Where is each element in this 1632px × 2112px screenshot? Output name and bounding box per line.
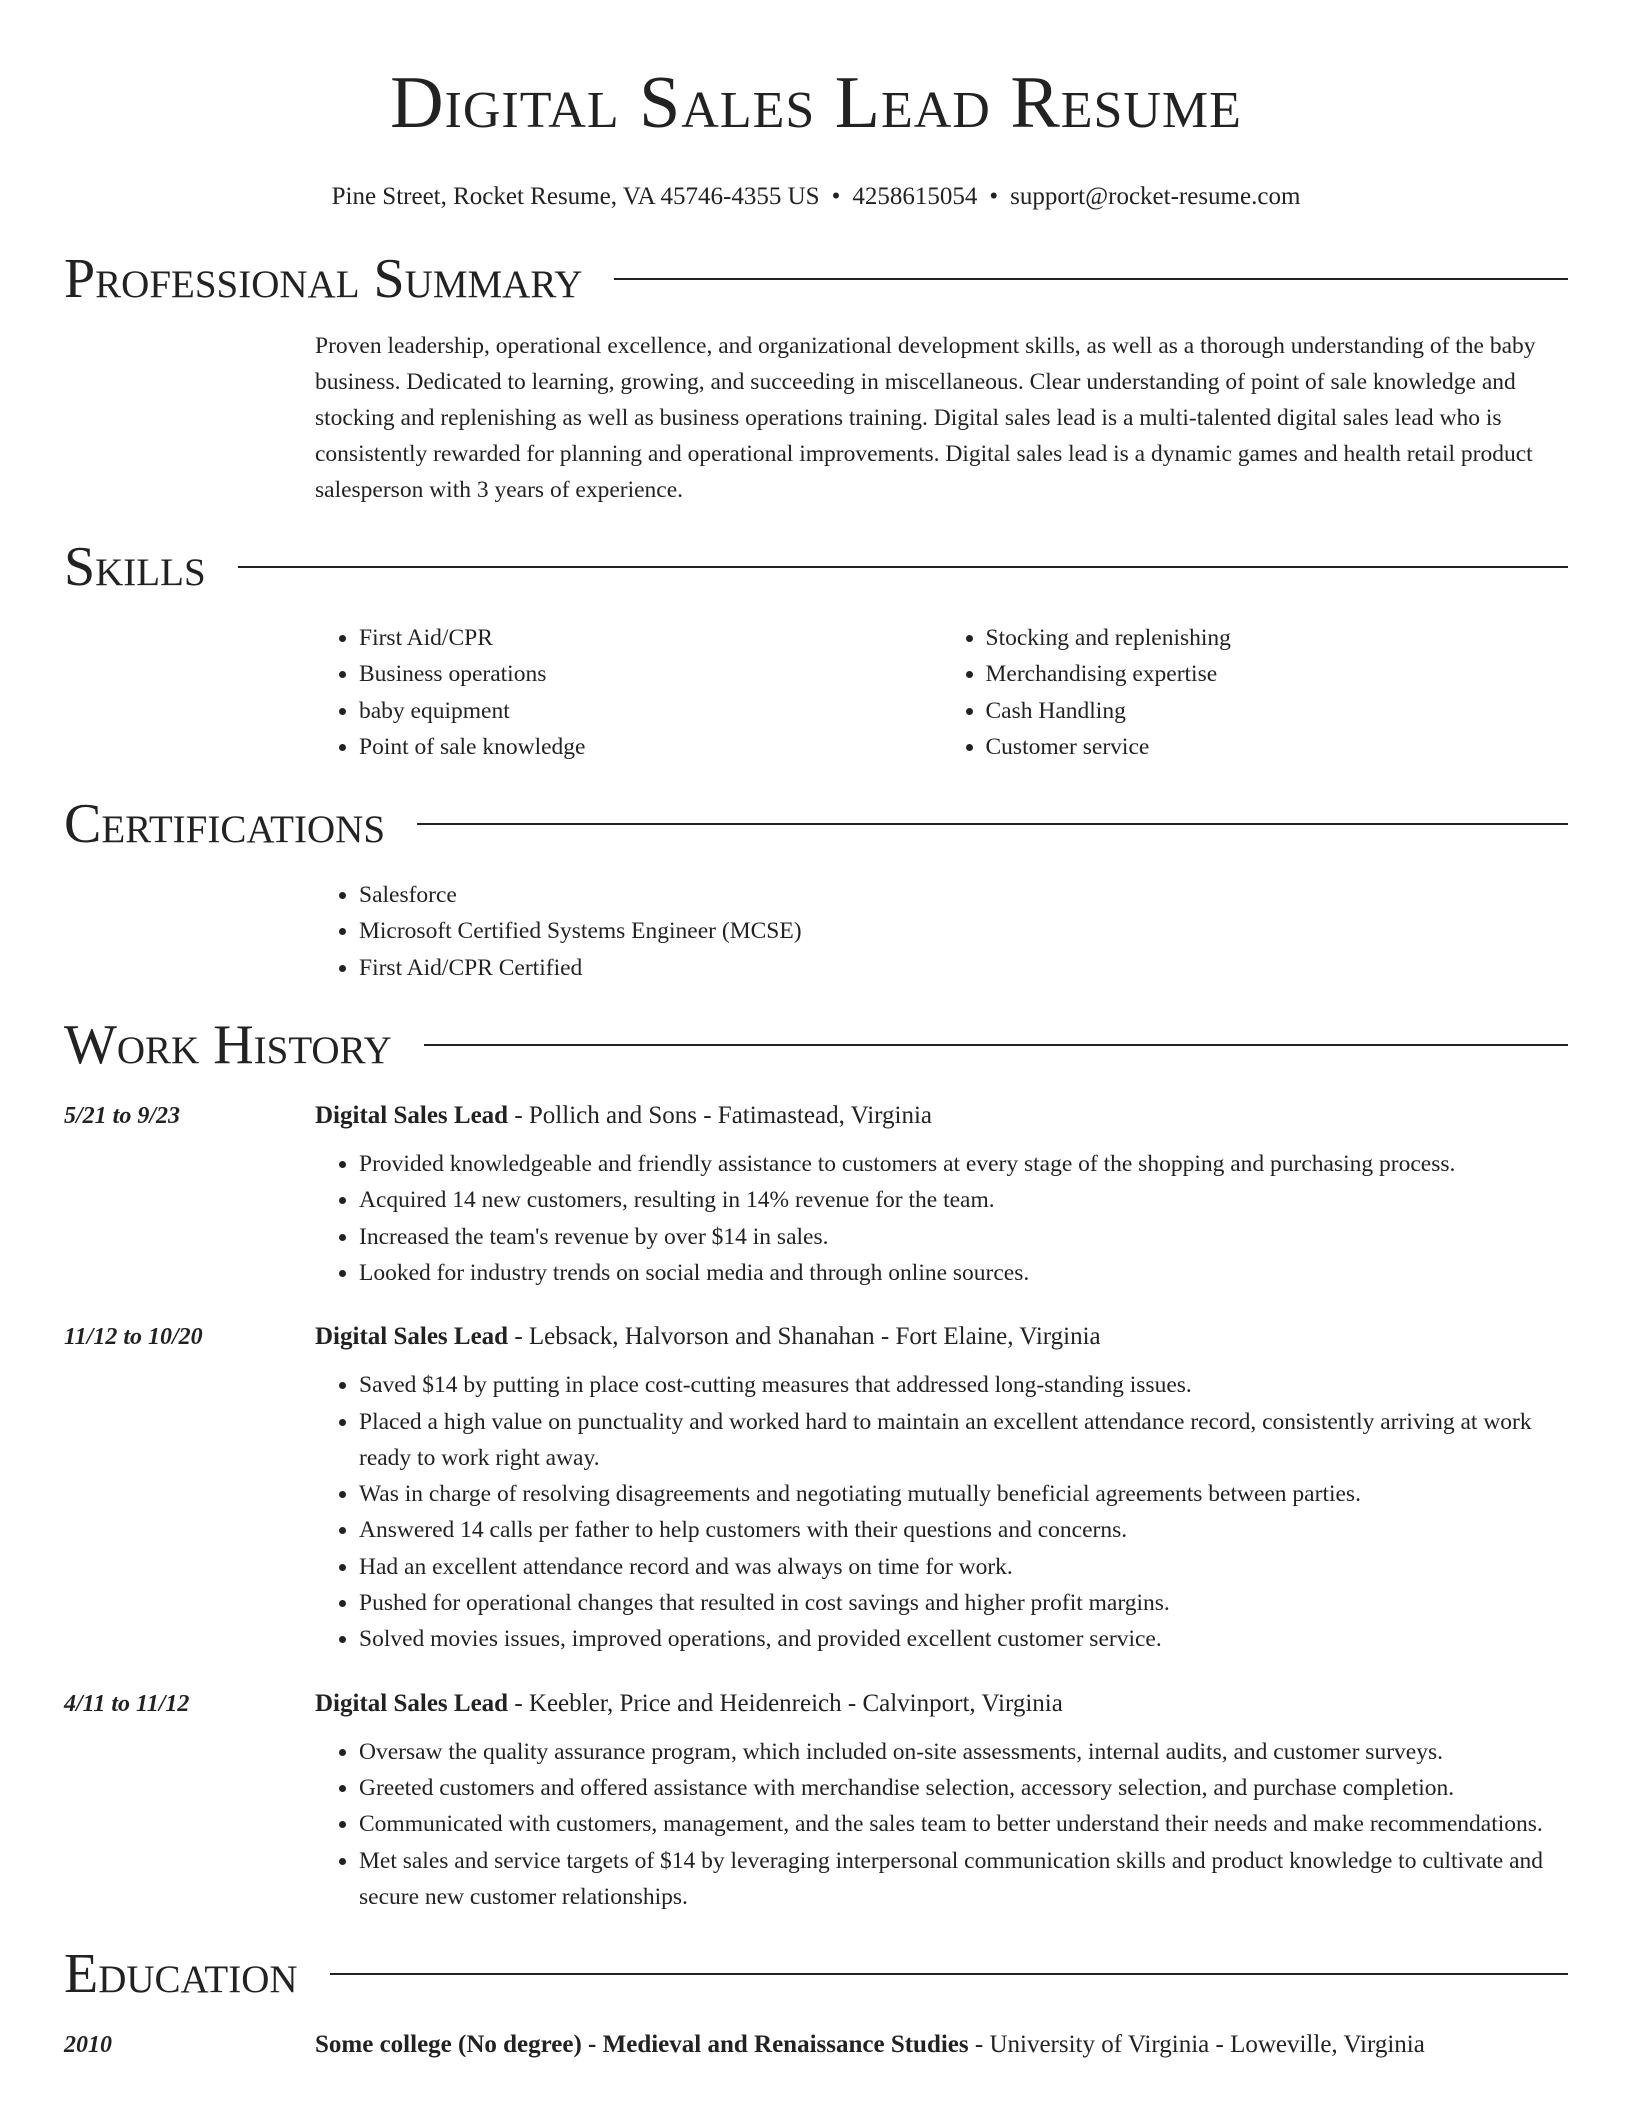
education-year: 2010 [64,2032,112,2059]
skills-left-column [315,620,942,765]
list-item: • Salesforce [359,877,1568,913]
list-item: • Met sales and service targets of $14 by leveraging interpersonal communication skills and product knowledge to cultivate and secure new customer relationships. [359,1843,1568,1916]
section-divider [417,823,1568,825]
list-item: • Solved movies issues, improved operations, and provided excellent customer service. [359,1621,1568,1657]
certifications-section [64,791,1568,986]
work-history-header [64,1012,1568,1078]
education-school: - University of Virginia - Loweville, Virginia [968,2031,1425,2059]
job-main [315,1096,1568,1291]
section-divider [330,1973,1568,1975]
list-item: • baby equipment [359,693,942,729]
list-item: • Provided knowledgeable and friendly assistance to customers at every stage of the shopping and purchasing process. [359,1146,1568,1182]
summary-text: Proven leadership, operational excellence, and organizational development skills, as well as a thorough understanding of the baby business. Dedicated to learning, growing, and succeeding in miscellaneous. Clear understanding of point of sale knowledge and stocking and replenishing as well as business operations training. Digital sales lead is a multi-talented digital sales lead who is consistently rewarded for planning and operational improvements. Digital sales lead is a dynamic games and health retail product salesperson with 3 years of experience. [315,333,1536,503]
job-employer: - Pollich and Sons - Fatimastead, Virginia [508,1102,933,1130]
job-heading [315,1096,1568,1136]
summary-heading: Professional Summary [64,248,583,310]
job-bullets [315,1734,1568,1915]
list-item: • Placed a high value on punctuality and worked hard to maintain an excellent attendance record, consistently arriving at work ready to work right away. [359,1404,1568,1477]
list-item: • Saved $14 by putting in place cost-cutting measures that addressed long-standing issues. [359,1367,1568,1403]
separator-dot: • [989,183,999,210]
contact-line [64,182,1568,212]
job-main [315,1317,1568,1657]
list-item: • Was in charge of resolving disagreements and negotiating mutually beneficial agreements between parties. [359,1476,1568,1512]
skills-right-column [942,620,1569,765]
job-bullets [315,1146,1568,1291]
separator-dot: • [831,183,841,210]
job-entry [64,1096,1568,1291]
job-main [315,1684,1568,1915]
job-entry [64,1317,1568,1657]
certifications-heading: Certifications [64,793,386,856]
list-item: • First Aid/CPR [359,620,942,656]
list-item: • Cash Handling [986,693,1569,729]
skills-section [64,534,1568,765]
certifications-header [64,791,1568,857]
email[interactable]: support@rocket-resume.com [1010,183,1301,210]
summary-section [64,246,1568,508]
job-title: Digital Sales Lead [315,1102,509,1130]
list-item: • Stocking and replenishing [986,620,1569,656]
job-heading [315,1317,1568,1357]
resume-title: Digital Sales Lead Resume [390,62,1242,144]
list-item: • Had an excellent attendance record and was always on time for work. [359,1549,1568,1585]
job-heading [315,1684,1568,1724]
list-item: • Customer service [986,729,1569,765]
list-item: • Oversaw the quality assurance program, which included on-site assessments, internal audits, and customer surveys. [359,1734,1568,1770]
list-item: • Point of sale knowledge [359,729,942,765]
education-degree: Some college (No degree) - Medieval and Renaissance Studies [315,2031,969,2059]
job-entry [64,1684,1568,1915]
list-item: • Microsoft Certified Systems Engineer (MCSE) [359,913,1568,949]
list-item: • Communicated with customers, management, and the sales team to better understand their needs and make recommendations. [359,1806,1568,1842]
job-title: Digital Sales Lead [315,1323,509,1351]
job-dates: 4/11 to 11/12 [64,1690,190,1717]
resume-page [64,0,1568,2065]
education-entry [64,2025,1568,2065]
address: Pine Street, Rocket Resume, VA 45746-4355 US [331,183,820,210]
education-section [64,1941,1568,2065]
job-dates: 5/21 to 9/23 [64,1103,181,1130]
list-item: • Greeted customers and offered assistance with merchandise selection, accessory selection, and purchase completion. [359,1770,1568,1806]
list-item: • Answered 14 calls per father to help customers with their questions and concerns. [359,1512,1568,1548]
section-divider [238,566,1568,568]
list-item: • Pushed for operational changes that resulted in cost savings and higher profit margins. [359,1585,1568,1621]
job-employer: - Keebler, Price and Heidenreich - Calvinport, Virginia [508,1689,1063,1717]
list-item: • Increased the team's revenue by over $14 in sales. [359,1219,1568,1255]
list-item: • Looked for industry trends on social media and through online sources. [359,1255,1568,1291]
education-heading: Education [64,1943,298,2006]
list-item: • Merchandising expertise [986,656,1569,692]
skills-heading: Skills [64,536,206,598]
list-item: • Business operations [359,656,942,692]
job-employer: - Lebsack, Halvorson and Shanahan - Fort Elaine, Virginia [508,1323,1101,1351]
certifications-items [315,877,1568,986]
list-item: • Acquired 14 new customers, resulting in 14% revenue for the team. [359,1182,1568,1218]
job-bullets [315,1367,1568,1657]
section-divider [614,278,1568,280]
education-header [64,1941,1568,2007]
skills-list [315,620,1568,765]
job-title: Digital Sales Lead [315,1689,509,1717]
education-main [315,2025,1568,2065]
work-history-heading: Work History [64,1014,392,1077]
section-divider [424,1044,1568,1046]
list-item: • First Aid/CPR Certified [359,950,1568,986]
certifications-list [315,877,1568,986]
work-history-section [64,1012,1568,1915]
skills-header [64,534,1568,600]
phone: 4258615054 [852,183,978,210]
summary-header [64,246,1568,312]
education-heading-line [315,2025,1568,2065]
job-dates: 11/12 to 10/20 [64,1324,203,1351]
